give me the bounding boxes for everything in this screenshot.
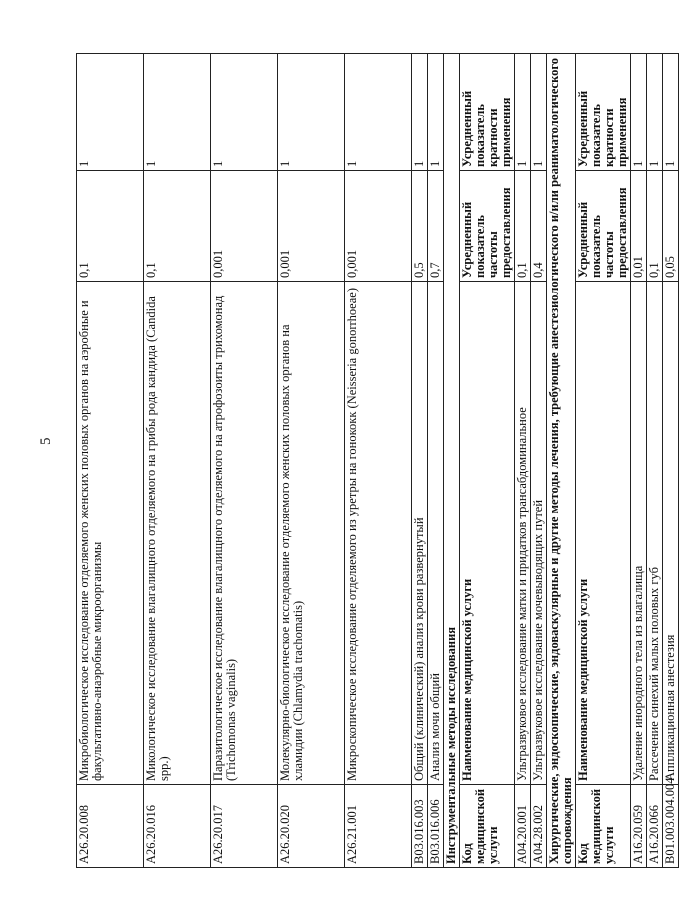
code-cell: A26.20.008 [77, 785, 144, 868]
frequency-cell: 0,1 [77, 171, 144, 282]
code-cell: A26.21.001 [345, 785, 412, 868]
frequency-cell: 0,1 [144, 171, 211, 282]
name-cell: Ультразвуковое исследование мочевыводящих путей [531, 282, 547, 785]
multiplicity-cell: 1 [144, 54, 211, 171]
table-row [663, 54, 679, 868]
header-code: Код медицинской услуги [576, 785, 631, 868]
multiplicity-cell: 1 [631, 54, 647, 171]
multiplicity-cell: 1 [211, 54, 278, 171]
code-cell: B03.016.006 [428, 785, 444, 868]
name-cell: Анализ мочи общий [428, 282, 444, 785]
frequency-cell: 0,1 [515, 171, 531, 282]
section-title-instrumental: Инструментальные методы исследования [444, 54, 460, 868]
multiplicity-cell: 1 [278, 54, 345, 171]
table-row [77, 54, 144, 868]
frequency-cell: 0,01 [631, 171, 647, 282]
table-body [77, 54, 679, 868]
code-cell: A04.28.002 [531, 785, 547, 868]
header-name: Наименование медицинской услуги [576, 282, 631, 785]
table-row [144, 54, 211, 868]
header-row [576, 54, 631, 868]
table-row [631, 54, 647, 868]
name-cell: Микробиологическое исследование отделяемого женских половых органов на аэробные и факультативно-анаэробные микроорганизмы [77, 282, 144, 785]
multiplicity-cell: 1 [515, 54, 531, 171]
multiplicity-cell: 1 [412, 54, 428, 171]
code-cell: A04.20.001 [515, 785, 531, 868]
table-row [412, 54, 428, 868]
name-cell: Удаление инородного тела из влагалища [631, 282, 647, 785]
frequency-cell: 0,001 [211, 171, 278, 282]
name-cell: Ультразвуковое исследование матки и придатков трансабдоминальное [515, 282, 531, 785]
name-cell: Микроскопическое исследование отделяемого из уретры на гонококк (Neisseria gonorrhoeae) [345, 282, 412, 785]
header-multiplicity: Усредненный показатель кратности применения [576, 54, 631, 171]
section-title-row [547, 54, 576, 868]
frequency-cell: 0,001 [278, 171, 345, 282]
name-cell: Аппликационная анестезия [663, 282, 679, 785]
name-cell: Рассечение синехий малых половых губ [647, 282, 663, 785]
name-cell: Микологическое исследование влагалищного отделяемого на грибы рода кандида (Candida spp.) [144, 282, 211, 785]
frequency-cell: 0,1 [647, 171, 663, 282]
rotated-page-content [76, 53, 677, 868]
frequency-cell: 0,001 [345, 171, 412, 282]
code-cell: A16.20.066 [647, 785, 663, 868]
section-title-surgical: Хирургические, эндоскопические, эндоваскулярные и другие методы лечения, требующие анестезиологического и/или реаниматологического сопровождения [547, 54, 576, 868]
code-cell: B01.003.004.004 [663, 785, 679, 868]
multiplicity-cell: 1 [345, 54, 412, 171]
header-multiplicity: Усредненный показатель кратности применения [460, 54, 515, 171]
code-cell: A26.20.017 [211, 785, 278, 868]
header-row [460, 54, 515, 868]
multiplicity-cell: 1 [531, 54, 547, 171]
header-frequency: Усредненный показатель частоты предоставления [460, 171, 515, 282]
header-frequency: Усредненный показатель частоты предоставления [576, 171, 631, 282]
page-number: 5 [38, 437, 54, 445]
multiplicity-cell: 1 [647, 54, 663, 171]
table-row [345, 54, 412, 868]
frequency-cell: 0,7 [428, 171, 444, 282]
code-cell: A26.20.020 [278, 785, 345, 868]
name-cell: Общий (клинический) анализ крови развернутый [412, 282, 428, 785]
code-cell: B03.016.003 [412, 785, 428, 868]
code-cell: A16.20.059 [631, 785, 647, 868]
frequency-cell: 0,5 [412, 171, 428, 282]
table-row [515, 54, 531, 868]
medical-services-table [76, 53, 679, 868]
name-cell: Молекулярно-биологическое исследование отделяемого женских половых органов на хламидии (Chlamydia trachomatis) [278, 282, 345, 785]
frequency-cell: 0,05 [663, 171, 679, 282]
table-row [278, 54, 345, 868]
name-cell: Паразитологическое исследование влагалищного отделяемого на атрофозоиты трихомонад (Trichomonas vaginalis) [211, 282, 278, 785]
header-code: Код медицинской услуги [460, 785, 515, 868]
multiplicity-cell: 1 [428, 54, 444, 171]
code-cell: A26.20.016 [144, 785, 211, 868]
table-row [647, 54, 663, 868]
multiplicity-cell: 1 [77, 54, 144, 171]
table-row [428, 54, 444, 868]
header-name: Наименование медицинской услуги [460, 282, 515, 785]
multiplicity-cell: 1 [663, 54, 679, 171]
frequency-cell: 0,4 [531, 171, 547, 282]
table-row [531, 54, 547, 868]
section-title-row [444, 54, 460, 868]
table-row [211, 54, 278, 868]
